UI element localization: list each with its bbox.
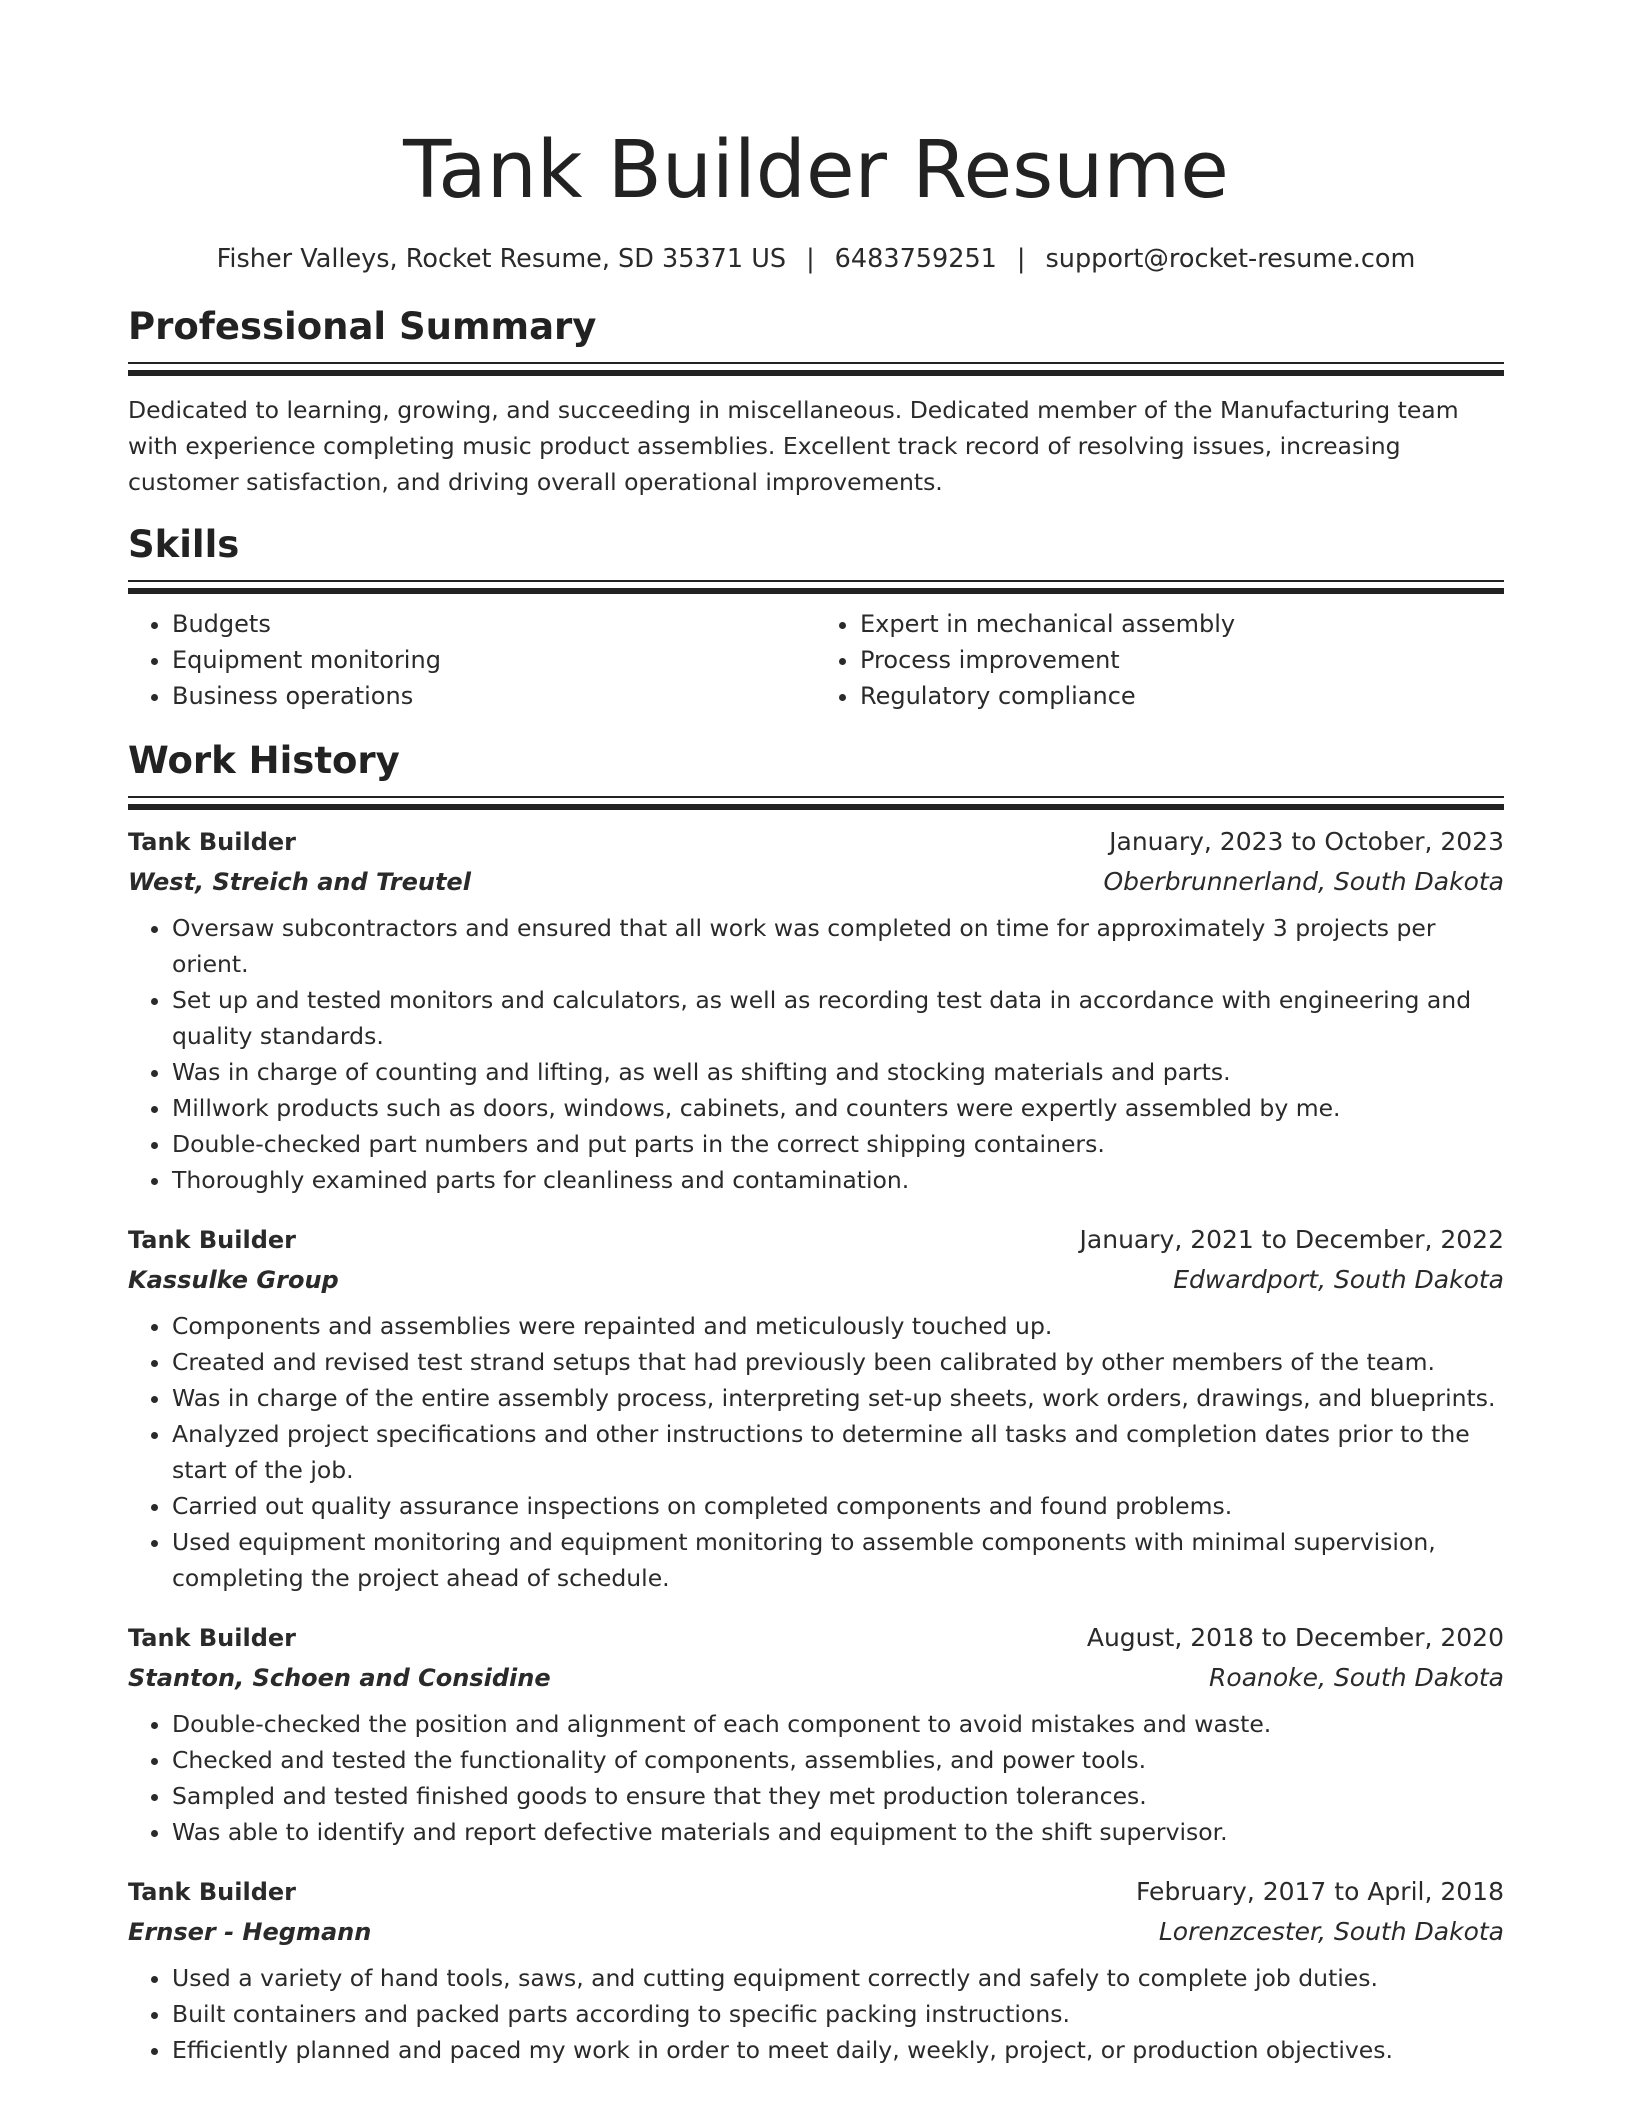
job-bullet: • Checked and tested the functionality of components, assemblies, and power tools.	[172, 1742, 1504, 1778]
job-title: Tank Builder	[128, 1226, 296, 1254]
skill-item: • Business operations	[172, 678, 816, 714]
contact-address: Fisher Valleys, Rocket Resume, SD 35371 US	[216, 244, 787, 274]
job-bullets	[128, 1960, 1504, 2068]
contact-phone: 6483759251	[834, 244, 997, 274]
skills-left-list	[128, 606, 816, 714]
job-bullet: • Double-checked the position and alignment of each component to avoid mistakes and waste.	[172, 1706, 1504, 1742]
job-bullet: • Efficiently planned and paced my work in order to meet daily, weekly, project, or production objectives.	[172, 2032, 1504, 2068]
job-bullets	[128, 1706, 1504, 1850]
job-title: Tank Builder	[128, 828, 296, 856]
work-section	[128, 738, 1504, 2068]
job-location: Roanoke, South Dakota	[1209, 1663, 1504, 1692]
contact-line	[128, 242, 1504, 276]
job-bullet: • Was able to identify and report defective materials and equipment to the shift supervisor.	[172, 1814, 1504, 1850]
skill-item: • Budgets	[172, 606, 816, 642]
contact-separator: |	[806, 244, 815, 274]
work-heading: Work History	[128, 739, 400, 782]
job-bullet: • Built containers and packed parts according to specific packing instructions.	[172, 1996, 1504, 2032]
skill-item: • Expert in mechanical assembly	[860, 606, 1504, 642]
job-location: Lorenzcester, South Dakota	[1158, 1917, 1504, 1946]
job-dates: August, 2018 to December, 2020	[1086, 1623, 1504, 1652]
job-header-row	[128, 1618, 1504, 1658]
job-subheader-row	[128, 1912, 1504, 1952]
summary-heading: Professional Summary	[128, 305, 597, 348]
job-bullet: • Used equipment monitoring and equipment monitoring to assemble components with minimal supervision, completing the project ahead of schedule.	[172, 1524, 1504, 1596]
job-bullet: • Analyzed project specifications and other instructions to determine all tasks and completion dates prior to the start of the job.	[172, 1416, 1504, 1488]
job-bullet: • Components and assemblies were repainted and meticulously touched up.	[172, 1308, 1504, 1344]
job-bullet: • Was in charge of counting and lifting, as well as shifting and stocking materials and parts.	[172, 1054, 1504, 1090]
contact-email: support@rocket-resume.com	[1045, 244, 1416, 274]
job-entry	[128, 1220, 1504, 1596]
resume-page	[128, 0, 1504, 2068]
skill-item: • Equipment monitoring	[172, 642, 816, 678]
job-header-row	[128, 1220, 1504, 1260]
section-divider	[128, 580, 1504, 594]
skills-heading: Skills	[128, 523, 240, 566]
skill-item: • Process improvement	[860, 642, 1504, 678]
job-company: Ernser - Hegmann	[128, 1918, 372, 1946]
resume-title: Tank Builder Resume	[403, 124, 1229, 216]
job-header-row	[128, 1872, 1504, 1912]
job-entry	[128, 822, 1504, 1198]
section-divider	[128, 362, 1504, 376]
job-subheader-row	[128, 1658, 1504, 1698]
section-divider	[128, 796, 1504, 810]
summary-text: Dedicated to learning, growing, and succeeding in miscellaneous. Dedicated member of the Manufacturing team with experience completing music product assemblies. Excellent track record of resolving issues, increasing customer satisfaction, and driving overall operational improvements.	[128, 396, 1459, 496]
job-title: Tank Builder	[128, 1624, 296, 1652]
job-bullet: • Sampled and tested finished goods to ensure that they met production tolerances.	[172, 1778, 1504, 1814]
job-bullet: • Used a variety of hand tools, saws, and cutting equipment correctly and safely to complete job duties.	[172, 1960, 1504, 1996]
job-company: West, Streich and Treutel	[128, 868, 471, 896]
job-entry	[128, 1618, 1504, 1850]
job-bullet: • Carried out quality assurance inspections on completed components and found problems.	[172, 1488, 1504, 1524]
contact-separator: |	[1016, 244, 1026, 274]
job-dates: February, 2017 to April, 2018	[1136, 1877, 1504, 1906]
job-location: Edwardport, South Dakota	[1173, 1265, 1504, 1294]
skills-section	[128, 522, 1504, 714]
job-bullet: • Double-checked part numbers and put parts in the correct shipping containers.	[172, 1126, 1504, 1162]
job-bullet: • Oversaw subcontractors and ensured that all work was completed on time for approximately 3 projects per orient.	[172, 910, 1504, 982]
job-bullet: • Millwork products such as doors, windows, cabinets, and counters were expertly assembled by me.	[172, 1090, 1504, 1126]
job-subheader-row	[128, 862, 1504, 902]
job-dates: January, 2021 to December, 2022	[1079, 1225, 1504, 1254]
job-bullet: • Was in charge of the entire assembly process, interpreting set-up sheets, work orders, drawings, and blueprints.	[172, 1380, 1504, 1416]
job-bullet: • Set up and tested monitors and calculators, as well as recording test data in accordance with engineering and quality standards.	[172, 982, 1504, 1054]
job-company: Kassulke Group	[128, 1266, 339, 1294]
job-entry	[128, 1872, 1504, 2068]
skill-item: • Regulatory compliance	[860, 678, 1504, 714]
job-bullets	[128, 1308, 1504, 1596]
job-subheader-row	[128, 1260, 1504, 1300]
job-bullet: • Thoroughly examined parts for cleanliness and contamination.	[172, 1162, 1504, 1198]
job-company: Stanton, Schoen and Considine	[128, 1664, 551, 1692]
job-bullets	[128, 910, 1504, 1198]
job-location: Oberbrunnerland, South Dakota	[1103, 867, 1504, 896]
job-dates: January, 2023 to October, 2023	[1109, 827, 1504, 856]
job-bullet: • Created and revised test strand setups that had previously been calibrated by other members of the team.	[172, 1344, 1504, 1380]
job-header-row	[128, 822, 1504, 862]
summary-section	[128, 304, 1504, 500]
job-title: Tank Builder	[128, 1878, 296, 1906]
skills-right-list	[816, 606, 1504, 714]
skills-columns	[128, 606, 1504, 714]
